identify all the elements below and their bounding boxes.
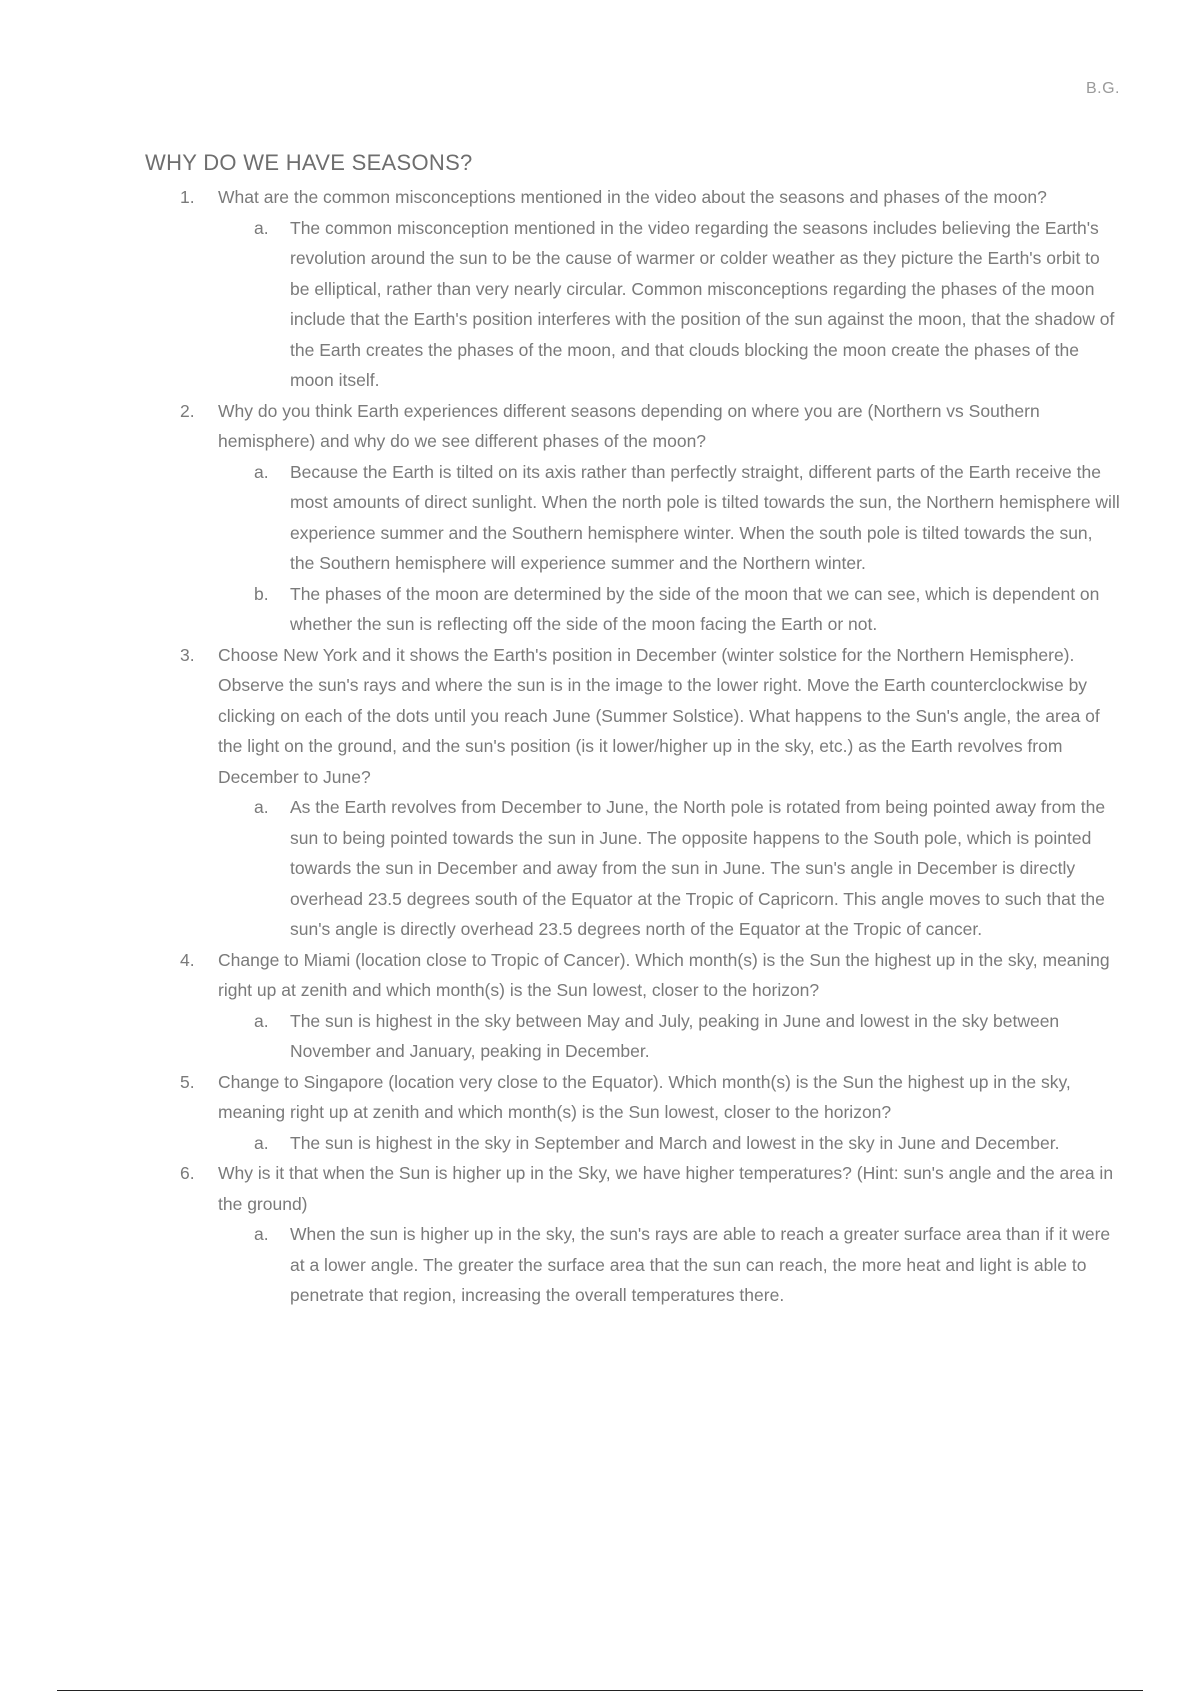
answer-item [218,1006,1120,1067]
question-item [0,945,1200,1067]
document-title: WHY DO WE HAVE SEASONS? [145,150,473,175]
footer-rule [57,1690,1143,1691]
answer-text: The common misconception mentioned in the video regarding the seasons includes believing the Earth's revolution around the sun to be the cause of warmer or colder weather as they picture the Earth's orbit to be elliptical, rather than very nearly circular. Common misconceptions regarding the phases of the moon include that the Earth's position interferes with the position of the sun against the moon, that the shadow of the Earth creates the phases of the moon, and that clouds blocking the moon create the phases of the moon itself. [290,217,1115,390]
question-text: What are the common misconceptions mentioned in the video about the seasons and phases of the moon? [218,187,1047,207]
question-item [0,182,1200,396]
answer-label: a. [254,1224,269,1244]
question-item [0,640,1200,945]
question-number: 6. [180,1163,195,1183]
answer-text: The phases of the moon are determined by the side of the moon that we can see, which is dependent on whether the sun is reflecting off the side of the moon facing the Earth or not. [290,583,1100,634]
question-number: 3. [180,644,195,665]
question-number: 5. [180,1071,195,1092]
question-list [0,182,1200,1311]
question-item [0,396,1200,640]
question-number: 1. [180,187,195,207]
question-text: Choose New York and it shows the Earth's position in December (winter solstice for the Northern Hemisphere). Observe the sun's rays and where the sun is in the image to the lower right. Move the Earth counterclockwise by clicking on each of the dots until you reach June (Summer Solstice). What happens to the Sun's angle, the area of the light on the ground, and the sun's position (is it lower/higher up in the sky, etc.) as the Earth revolves from December to June? [218,644,1100,787]
answer-label: b. [254,583,269,604]
answer-list [218,1128,1120,1159]
answer-text: As the Earth revolves from December to June, the North pole is rotated from being pointed away from the sun to being pointed towards the sun in June. The opposite happens to the South pole, which is pointed towards the sun in December and away from the sun in June. The sun's angle in December is directly overhead 23.5 degrees south of the Equator at the Tropic of Capricorn. This angle moves to such that the sun's angle is directly overhead 23.5 degrees north of the Equator at the Tropic of cancer. [290,797,1106,939]
question-item [0,1067,1200,1159]
question-text: Change to Miami (location close to Tropic of Cancer). Which month(s) is the Sun the highest up in the sky, meaning right up at zenith and which month(s) is the Sun lowest, closer to the horizon? [218,949,1110,1000]
answer-label: a. [254,461,269,482]
answer-item [218,792,1120,945]
question-text: Change to Singapore (location very close to the Equator). Which month(s) is the Sun the highest up in the sky, meaning right up at zenith and which month(s) is the Sun lowest, closer to the horizon? [218,1071,1071,1122]
answer-text: When the sun is higher up in the sky, the sun's rays are able to reach a greater surface area than if it were at a lower angle. The greater the surface area that the sun can reach, the more heat and light is able to penetrate that region, increasing the overall temperatures there. [290,1224,1111,1305]
answer-label: a. [254,1010,269,1031]
answer-item [218,579,1120,640]
answer-label: a. [254,797,269,817]
answer-list [218,457,1120,640]
question-number: 2. [180,400,195,421]
author-initials: B.G. [1085,80,1120,97]
answer-item [218,213,1120,396]
answer-item [218,1128,1120,1159]
answer-text: The sun is highest in the sky in September and March and lowest in the sky in June and December. [290,1132,1060,1153]
answer-label: a. [254,1132,269,1153]
answer-list [218,792,1120,945]
answer-list [218,1219,1120,1311]
question-text: Why is it that when the Sun is higher up in the Sky, we have higher temperatures? (Hint: sun's angle and the area in the ground) [218,1163,1114,1214]
question-item [0,1158,1200,1311]
answer-item [218,457,1120,579]
answer-text: Because the Earth is tilted on its axis rather than perfectly straight, different parts of the Earth receive the most amounts of direct sunlight. When the north pole is tilted towards the sun, the Northern hemisphere will experience summer and the Southern hemisphere winter. When the south pole is tilted towards the sun, the Southern hemisphere will experience summer and the Northern winter. [290,461,1120,573]
answer-list [218,1006,1120,1067]
question-text: Why do you think Earth experiences different seasons depending on where you are (Northern vs Southern hemisphere) and why do we see different phases of the moon? [218,400,1040,451]
answer-item [218,1219,1120,1311]
answer-label: a. [254,217,269,238]
answer-text: The sun is highest in the sky between May and July, peaking in June and lowest in the sky between November and January, peaking in December. [290,1010,1060,1061]
question-number: 4. [180,949,195,970]
answer-list [218,213,1120,396]
